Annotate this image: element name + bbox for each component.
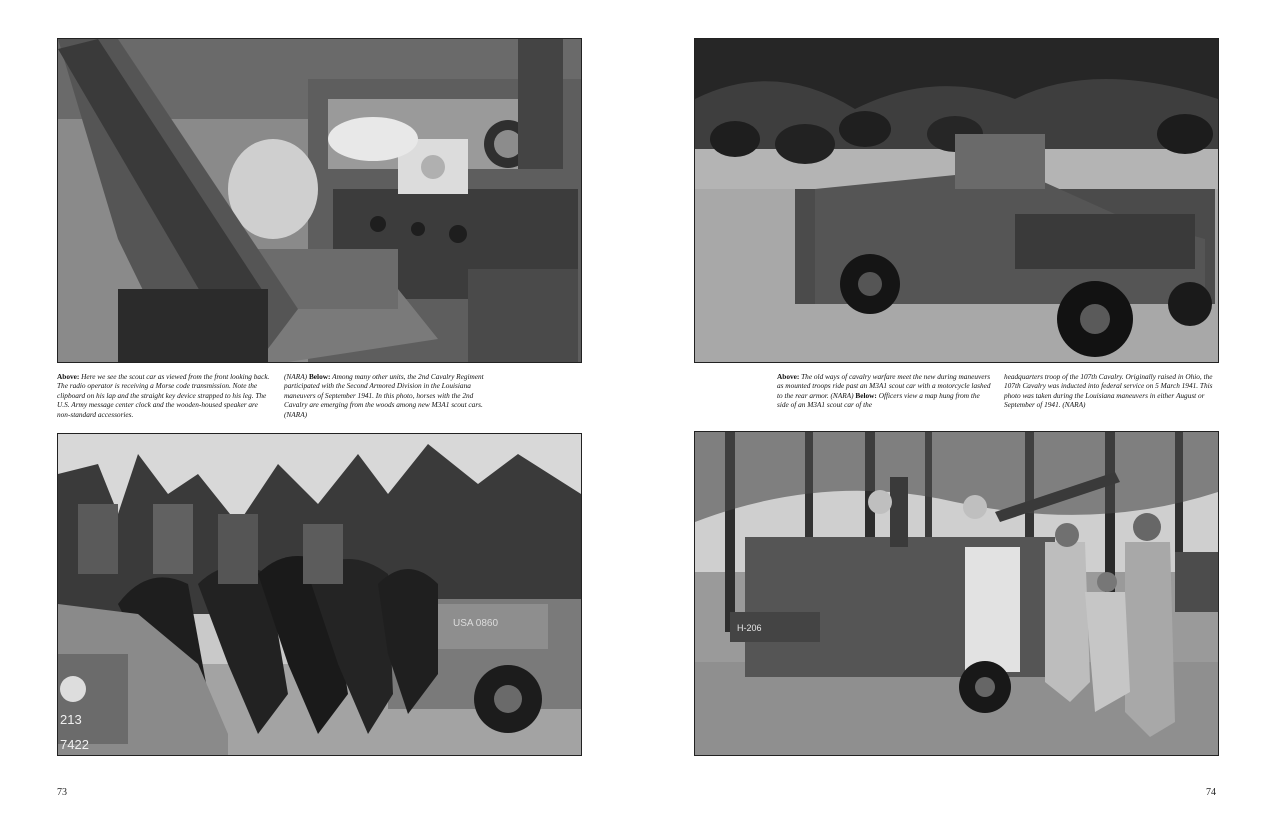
car-number-7422: 7422 — [60, 737, 89, 752]
caption-text: headquarters troop of the 107th Cavalry. Originally raised in Ohio, the 107th Cavalry was inducted into federal service on 5 March 1941. This photo was taken during the Louisiana maneuvers in either August or September of 1941. (NARA) — [1004, 372, 1213, 410]
page-number-left: 73 — [57, 787, 67, 798]
vehicle-plate: H-206 — [737, 623, 762, 633]
car-number-213: 213 — [60, 712, 82, 727]
caption-lead-above: Above: — [777, 372, 800, 381]
photo-officers-map — [694, 431, 1219, 756]
caption-lead-below: Below: — [308, 372, 331, 381]
caption-lead-above: Above: — [57, 372, 80, 381]
caption-text: The old ways of cavalry warfare meet the new during maneuvers as mounted troops ride past an M3A1 scout car with a motorcycle lashed to the rear armor. (NARA) — [777, 372, 991, 400]
caption-right-col1 — [777, 372, 993, 410]
caption-left-col2 — [284, 372, 496, 419]
caption-credit: (NARA) — [284, 372, 308, 381]
caption-right-col2 — [1004, 372, 1218, 410]
caption-text: Among many other units, the 2nd Cavalry Regiment participated with the Second Armored Division in the Louisiana maneuvers of September 1941. In this photo, horses with the 2nd Cavalry are emerging from the woods among new M3A1 scout cars. (NARA) — [284, 372, 484, 419]
photo-horses-scout-cars — [57, 433, 582, 756]
hood-marking: USA 0860 — [453, 618, 499, 629]
photo-cavalry-scout-car — [694, 38, 1219, 363]
caption-text: Here we see the scout car as viewed from the front looking back. The radio operator is receiving a Morse code transmission. Note the clipboard on his lap and the straight key device strapped to his leg. The U.S. Army message center clock and the wooden-housed speaker are non-standard accessories. — [57, 372, 270, 419]
caption-text: Officers view a map hung from the side of an M3A1 scout car of the — [777, 390, 980, 410]
caption-lead-below: Below: — [855, 390, 877, 400]
page-number-right: 74 — [1206, 787, 1216, 798]
photo-radio-operator — [57, 38, 582, 363]
caption-left-col1 — [57, 372, 271, 419]
